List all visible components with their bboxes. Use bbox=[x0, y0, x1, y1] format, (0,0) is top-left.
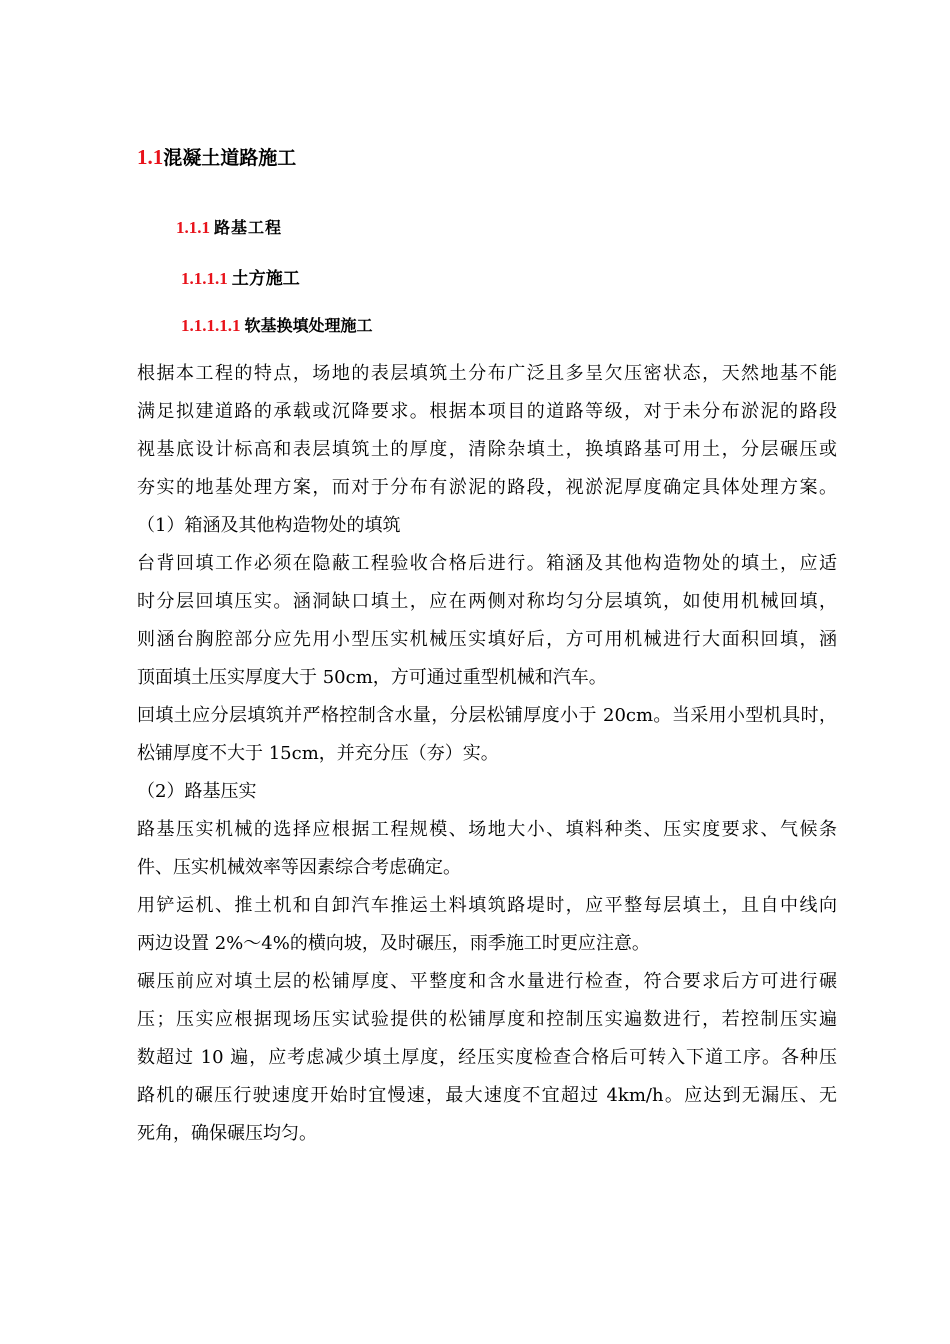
heading-level-3 bbox=[181, 264, 300, 289]
text-line: 压；压实应根据现场压实试验提供的松铺厚度和控制压实遍数进行，若控制压实遍 bbox=[137, 1009, 837, 1030]
heading-level-4 bbox=[181, 313, 373, 336]
heading-text: 混凝土道路施工 bbox=[163, 147, 297, 169]
text-line: 满足拟建道路的承载或沉降要求。根据本项目的道路等级，对于未分布淤泥的路段 bbox=[137, 401, 837, 422]
text-line: 回填土应分层填筑并严格控制含水量，分层松铺厚度小于 20cm。当采用小型机具时， bbox=[137, 705, 837, 726]
item-2-title: （2）路基压实 bbox=[137, 781, 257, 802]
heading-text: 路基工程 bbox=[214, 218, 283, 237]
heading-number: 1.1.1 bbox=[176, 218, 210, 237]
text-line: 松铺厚度不大于 15cm，并充分压（夯）实。 bbox=[137, 743, 499, 764]
heading-number: 1.1 bbox=[137, 145, 164, 169]
text-line: 碾压前应对填土层的松铺厚度、平整度和含水量进行检查，符合要求后方可进行碾 bbox=[137, 971, 837, 992]
heading-number: 1.1.1.1 bbox=[181, 269, 228, 288]
heading-number: 1.1.1.1.1 bbox=[181, 316, 241, 335]
paragraph-intro bbox=[137, 355, 837, 507]
text-line: 用铲运机、推土机和自卸汽车推运土料填筑路堤时，应平整每层填土，且自中线向 bbox=[137, 895, 837, 916]
text-line: 则涵台胸腔部分应先用小型压实机械压实填好后，方可用机械进行大面积回填，涵 bbox=[137, 629, 837, 650]
body-text bbox=[137, 355, 837, 1153]
heading-level-2 bbox=[176, 215, 282, 238]
text-line: 时分层回填压实。涵洞缺口填土，应在两侧对称均匀分层填筑，如使用机械回填， bbox=[137, 591, 837, 612]
text-line: 数超过 10 遍，应考虑减少填土厚度，经压实度检查合格后可转入下道工序。各种压 bbox=[137, 1047, 837, 1068]
item-1-title: （1）箱涵及其他构造物处的填筑 bbox=[137, 515, 401, 536]
paragraph-item1-2 bbox=[137, 697, 837, 773]
text-line: 路基压实机械的选择应根据工程规模、场地大小、填料种类、压实度要求、气候条 bbox=[137, 819, 837, 840]
text-line: 件、压实机械效率等因素综合考虑确定。 bbox=[137, 857, 461, 878]
heading-text: 软基换填处理施工 bbox=[244, 316, 373, 335]
text-line: 根据本工程的特点，场地的表层填筑土分布广泛且多呈欠压密状态，天然地基不能 bbox=[137, 363, 837, 384]
paragraph-item2-2 bbox=[137, 887, 837, 963]
text-line: 顶面填土压实厚度大于 50cm，方可通过重型机械和汽车。 bbox=[137, 667, 607, 688]
text-line: 台背回填工作必须在隐蔽工程验收合格后进行。箱涵及其他构造物处的填土，应适 bbox=[137, 553, 837, 574]
paragraph-item1-1 bbox=[137, 545, 837, 697]
paragraph-item2-1 bbox=[137, 811, 837, 887]
text-line: 视基底设计标高和表层填筑土的厚度，清除杂填土，换填路基可用土，分层碾压或 bbox=[137, 439, 837, 460]
text-line: 路机的碾压行驶速度开始时宜慢速，最大速度不宜超过 4km/h。应达到无漏压、无 bbox=[137, 1085, 837, 1106]
text-line: 夯实的地基处理方案，而对于分布有淤泥的路段，视淤泥厚度确定具体处理方案。 bbox=[137, 477, 837, 498]
paragraph-item2-3 bbox=[137, 963, 837, 1153]
text-line: 死角，确保碾压均匀。 bbox=[137, 1123, 317, 1144]
heading-text: 土方施工 bbox=[231, 269, 300, 289]
text-line: 两边设置 2%～4%的横向坡，及时碾压，雨季施工时更应注意。 bbox=[137, 933, 650, 954]
heading-level-1 bbox=[137, 143, 296, 170]
